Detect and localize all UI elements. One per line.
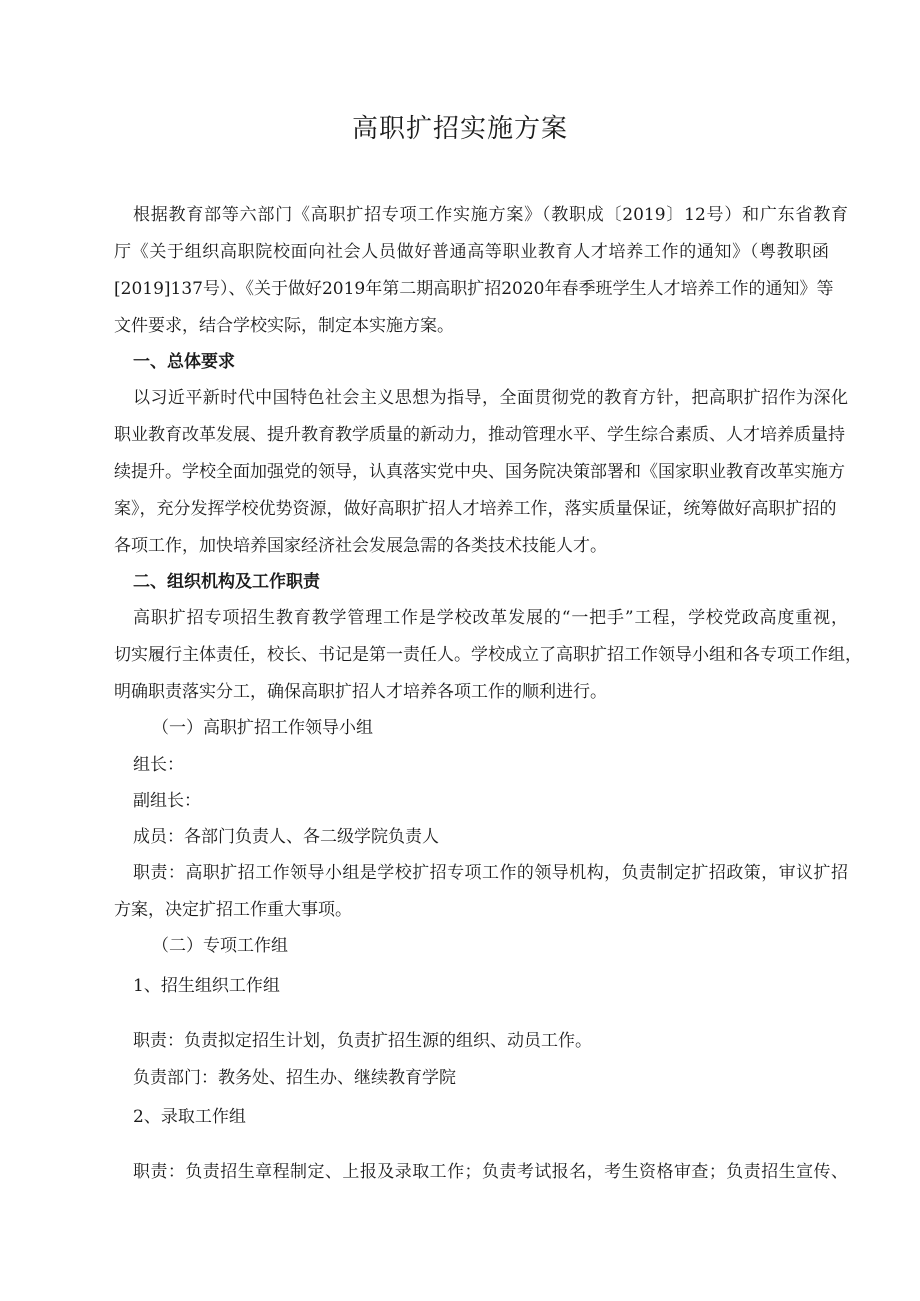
- section2-line-3: 明确职责落实分工，确保高职扩招人才培养各项工作的顺利进行。: [114, 682, 607, 702]
- section1-line-1: 以习近平新时代中国特色社会主义思想为指导，全面贯彻党的教育方针，把高职扩招作为深化: [133, 388, 848, 408]
- section-heading-1: 一、总体要求: [133, 352, 235, 372]
- document-title: 高职扩招实施方案: [351, 114, 568, 144]
- section2-line-1: 高职扩招专项招生教育教学管理工作是学校改革发展的“一把手”工程，学校党政高度重视，: [133, 608, 848, 628]
- section1-line-4: 案》，充分发挥学校优势资源，做好高职扩招人才培养工作，落实质量保证，统筹做好高职扩招的: [114, 499, 837, 519]
- workgroup-1-departments: 负责部门：教务处、招生办、继续教育学院: [133, 1068, 456, 1088]
- members-line: 成员：各部门负责人、各二级学院负责人: [133, 827, 439, 847]
- section1-line-5: 各项工作，加快培养国家经济社会发展急需的各类技术技能人才。: [114, 536, 607, 556]
- section-heading-2: 二、组织机构及工作职责: [133, 572, 320, 592]
- group-leader-line: 组长：: [133, 755, 184, 775]
- section1-line-3: 续提升。学校全面加强党的领导，认真落实党中央、国务院决策部署和《国家职业教育改革实施方: [114, 462, 845, 482]
- workgroup-2-heading: 2、录取工作组: [133, 1107, 246, 1127]
- workgroup-1-duties: 职责：负责拟定招生计划，负责扩招生源的组织、动员工作。: [133, 1031, 592, 1051]
- deputy-leader-line: 副组长：: [133, 791, 201, 811]
- intro-line-3: [2019]137号）、《关于做好2019年第二期高职扩招2020年春季班学生人才培养工作的通知》等: [114, 279, 834, 299]
- workgroup-2-duties: 职责：负责招生章程制定、上报及录取工作；负责考试报名，考生资格审查；负责招生宣传、: [133, 1162, 848, 1182]
- section2-line-2: 切实履行主体责任，校长、书记是第一责任人。学校成立了高职扩招工作领导小组和各专项工作组，: [114, 645, 862, 665]
- subsection-heading-2: （二）专项工作组: [152, 936, 288, 956]
- intro-line-2: 厅《关于组织高职院校面向社会人员做好普通高等职业教育人才培养工作的通知》（粤教职函: [114, 242, 829, 262]
- duties-line-2: 方案，决定扩招工作重大事项。: [114, 900, 352, 920]
- workgroup-1-heading: 1、招生组织工作组: [133, 976, 280, 996]
- subsection-heading-1: （一）高职扩招工作领导小组: [152, 718, 373, 738]
- intro-line-4: 文件要求，结合学校实际，制定本实施方案。: [114, 316, 454, 336]
- intro-line-1: 根据教育部等六部门《高职扩招专项工作实施方案》（教职成〔2019〕12号）和广东省教育: [133, 205, 848, 225]
- section1-line-2: 职业教育改革发展、提升教育教学质量的新动力，推动管理水平、学生综合素质、人才培养质量持: [114, 425, 845, 445]
- duties-line-1: 职责：高职扩招工作领导小组是学校扩招专项工作的领导机构，负责制定扩招政策，审议扩招: [133, 863, 848, 883]
